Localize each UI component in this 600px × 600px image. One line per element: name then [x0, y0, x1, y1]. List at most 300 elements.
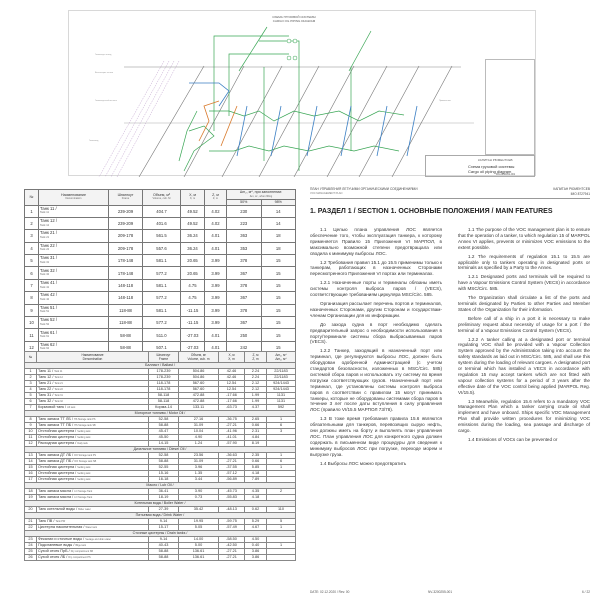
cell-dm: 6: [267, 459, 296, 465]
cell-volume: 27.16: [179, 417, 219, 423]
cell-z: 4.01: [205, 341, 227, 353]
cell-volume: 5.05: [179, 525, 219, 531]
cell-volume: 577.2: [143, 317, 181, 329]
cell-no: 8: [25, 417, 37, 423]
cell-z: 0.62: [245, 507, 267, 513]
cell-volume: 511.0: [143, 329, 181, 341]
cell-x: -36.75: [219, 417, 245, 423]
cell-x: 20.65: [181, 255, 205, 267]
col-frame: Шпангоут Frame: [149, 352, 179, 363]
cell-name: Танк 32 / Tank 32: [39, 267, 109, 279]
cell-z: 2.12: [245, 387, 267, 393]
cell-x: -27.03: [181, 341, 205, 353]
cell-name: Кормовой танк / Aft tank: [37, 405, 149, 411]
cell-volume: 567.60: [179, 381, 219, 387]
cell-frame: 148-118: [109, 292, 143, 304]
russian-column: [310, 227, 442, 470]
title-block-name-ru: Схема грузовой системы: [468, 164, 515, 169]
paragraph: Before call of a ship in a port it is necessary to make preliminary request about necessity of usage for a port / the terminal of a Vapour Emissions Control System (VECS).: [458, 315, 590, 333]
cell-no: 7: [25, 405, 37, 411]
table-row: [25, 255, 296, 267]
cell-frame: 209-178: [109, 230, 143, 242]
cell-no: 6: [25, 267, 39, 279]
cell-name: Фекалии и сточные воды / Sewage and drain water: [37, 537, 149, 543]
cell-x: 42.46: [219, 369, 245, 375]
cell-no: 5: [25, 393, 37, 399]
page-header-subtitle: VOC MANAGEMENT PLAN: [310, 191, 343, 195]
cell-no: 4: [25, 242, 39, 254]
cell-name: Танк 21 / Tank 21: [37, 381, 149, 387]
cell-volume: 5.00: [179, 543, 219, 549]
cell-no: 6: [25, 399, 37, 405]
cell-name: Танк 41 / Tank 41: [39, 279, 109, 291]
table-row: [25, 279, 296, 291]
cell-x: -41.01: [219, 435, 245, 441]
piping-diagram-drawing: [69, 11, 537, 177]
cell-volume: 136.61: [179, 555, 219, 561]
cell-z: 4.18: [245, 495, 267, 501]
cell-50: 250: [227, 329, 262, 341]
cell-volume: 31.09: [179, 459, 219, 465]
footer-date: DATE: 02.12.2020 / Rev. 00: [310, 590, 350, 594]
cell-name: Танк 31 / Tank 31: [37, 393, 149, 399]
col-volume: Объем, м³ Volume, cub. M: [143, 190, 181, 206]
cell-dm: 22/1183: [267, 369, 296, 375]
cell-x: -41.96: [219, 429, 245, 435]
cell-name: Танк запаса ТТ ЛБ / HS Storage tank PS: [37, 417, 149, 423]
cell-no: 4: [25, 387, 37, 393]
cell-x: -45.73: [219, 489, 245, 495]
cell-name: Танк ПВ / Tank PW: [37, 519, 149, 525]
cell-dm: [267, 555, 296, 561]
table-row: [25, 453, 296, 459]
paragraph: 1.1 The purpose of the VOC management plan is to ensure that the operation of a tanker, to which regulation 15 of MARPOL Annex VI applies, prevents or minimizes VOC emissions to the extent possible.: [458, 227, 590, 250]
cell-frame: 209-178: [109, 242, 143, 254]
cell-no: 2: [25, 217, 39, 229]
cell-50: 242: [227, 341, 262, 353]
table-row: [25, 489, 296, 495]
cell-no: 1: [25, 369, 37, 375]
table-row: [25, 435, 296, 441]
page-header-title: ПЛАН УПРАВЛЕНИЯ ЛЕТУЧИМИ ОРГАНИЧЕСКИМИ СОЕДИНЕНИЯМИ: [310, 187, 418, 191]
cell-name: Расходная цистерна / Daily tank: [37, 441, 149, 447]
english-column: [458, 227, 590, 446]
cell-no: 16: [25, 471, 37, 477]
cargo-tank-table: [24, 189, 296, 354]
svg-text:Газоотвод: Газоотвод: [89, 140, 99, 142]
table-row: [25, 471, 296, 477]
cell-98: 14: [261, 217, 296, 229]
cell-volume: 10.04: [179, 429, 219, 435]
cell-z: 4.01: [205, 242, 227, 254]
cell-frame: 16-18: [149, 477, 179, 483]
cell-50: 378: [227, 304, 262, 316]
cell-frame: 27-39: [149, 507, 179, 513]
cell-no: 12: [25, 441, 37, 447]
cell-no: 15: [25, 465, 37, 471]
group-label: Дизельное топливо / Diesel Oil /: [25, 447, 296, 453]
table-row: [25, 230, 296, 242]
cell-z: 2.24: [245, 375, 267, 381]
col-98: 98%: [261, 200, 296, 206]
cargo-piping-diagram: [68, 10, 536, 176]
cell-z: 2.12: [245, 381, 267, 387]
cell-volume: 401.6: [143, 217, 181, 229]
cell-98: 15: [261, 341, 296, 353]
cell-no: 23: [25, 537, 37, 543]
cell-x: 49.52: [181, 205, 205, 217]
cell-name: Отстойная цистерна / Settling tank: [37, 435, 149, 441]
cell-volume: 504.86: [179, 375, 219, 381]
svg-text:Газовыпуск отвод: Газовыпуск отвод: [95, 54, 112, 56]
cell-frame: 178-239: [149, 369, 179, 375]
cell-frame: 118-178: [149, 381, 179, 387]
cell-x: -17.66: [219, 399, 245, 405]
footer-page-number: 6 / 22: [582, 590, 590, 594]
ship-tank-table: [24, 351, 296, 561]
cell-dm: 1131: [267, 399, 296, 405]
table-row: [25, 507, 296, 513]
table-row: [25, 267, 296, 279]
cell-dm: 2: [267, 489, 296, 495]
cell-frame: 178-148: [109, 267, 143, 279]
paragraph: 1.2 The requirements of regulation 15.1 to 15.5 are applicable only to tankers operating in designated ports or terminals as specified by a Party to the Annex.: [458, 253, 590, 271]
title-block-name-en: Cargo oil piping diagram: [468, 168, 512, 174]
cell-x: 12.54: [219, 381, 245, 387]
diagram-title-ru: СХЕМА ГРУЗОВОЙ СИСТЕМЫ: [272, 15, 316, 19]
cell-no: 12: [25, 341, 39, 353]
cell-frame: 36-41: [149, 489, 179, 495]
cell-frame: 15-17: [149, 525, 179, 531]
section-title: 1. РАЗДЕЛ 1 / SECTION 1. ОСНОВНЫЕ ПОЛОЖЕНИЯ / MAIN FEATURES: [310, 208, 553, 215]
table-row: [25, 537, 296, 543]
table-row: [25, 329, 296, 341]
cell-no: 21: [25, 519, 37, 525]
cell-z: 2.31: [245, 429, 267, 435]
cell-98: 15: [261, 279, 296, 291]
imo-number: IMO 8727941: [570, 191, 590, 196]
col-dm: Δm₂, м⁴ Δm₂, м⁴: [267, 352, 296, 363]
cell-no: 25: [25, 549, 37, 555]
cell-x: 42.46: [219, 375, 245, 381]
table-row: [25, 543, 296, 549]
cell-dm: 592: [267, 405, 296, 411]
table-row: [25, 292, 296, 304]
cell-no: 8: [25, 292, 39, 304]
col-no: №: [25, 190, 39, 206]
svg-text:Примечания:: Примечания:: [439, 100, 452, 102]
cell-volume: 577.2: [143, 292, 181, 304]
col-volume: Объем, м³ Volume, cub. m: [179, 352, 219, 363]
cell-name: Танк 51 / Tank 51: [39, 304, 109, 316]
cell-frame: 239-209: [109, 205, 143, 217]
paragraph: 1.1 Целью плана управления ЛОС является обеспечение того, чтобы эксплуатация танкера, к которому применяется Правило 15 Приложения VI МАРПОЛ, в максимально возможной степени предотвращала или сводила к минимуму выбросы ЛОС.: [310, 227, 442, 256]
svg-text:Газовыпускной вентиль: Газовыпускной вентиль: [95, 100, 117, 102]
cell-no: 11: [25, 329, 39, 341]
cell-50: 378: [227, 255, 262, 267]
cell-frame: 58-88: [149, 459, 179, 465]
cell-dm: 1: [267, 417, 296, 423]
paragraph: 1.3 Meanwhile, regulation 15.6 refers to a mandatory VOC Management Plan which a tanker carrying crude oil shall implement and have onboard. Ships specific VOC Management Plan shall provide written procedures for minimizing VOC emissions during the loading, sea passage and discharge of cargo.: [458, 398, 590, 434]
cell-98: 15: [261, 292, 296, 304]
cell-x: -27.21: [219, 549, 245, 555]
cell-name: Танк 11 / Tank 11: [37, 369, 149, 375]
cell-frame: 52-58: [149, 417, 179, 423]
cell-no: 24: [25, 543, 37, 549]
page-header-right: [553, 187, 590, 196]
cell-50: 367: [227, 317, 262, 329]
paragraph: 1.2 Требования правил 15.1 до 15.5 применимы только к танкерам, работающих в назначенных Сторонами пересмотренного Приложения VI портах или терминалах.: [310, 259, 442, 277]
cell-x: 4.75: [181, 279, 205, 291]
diagram-title-en: CARGO OIL PIPING DIAGRAM: [272, 19, 316, 23]
cell-x: -56.89: [219, 477, 245, 483]
cell-name: Подсланевые воды / Bilge tank: [37, 543, 149, 549]
cell-x: -58.50: [219, 537, 245, 543]
cell-z: 4.02: [205, 217, 227, 229]
cell-x: -36.63: [219, 453, 245, 459]
cell-dm: 924/1443: [267, 381, 296, 387]
cell-frame: Корма-14: [149, 405, 179, 411]
table-row: [25, 217, 296, 229]
group-label: Питьевая вода / Drink Water /: [25, 513, 296, 519]
cell-name: Отстойная цистерна / Settling tank: [37, 471, 149, 477]
cell-frame: 52-58: [149, 453, 179, 459]
cell-no: 3: [25, 230, 39, 242]
table-row: [25, 459, 296, 465]
cell-volume: 3.44: [179, 477, 219, 483]
cell-x: 36.24: [181, 242, 205, 254]
cell-dm: 5: [267, 519, 296, 525]
cell-dm: 1: [267, 453, 296, 459]
cell-98: 15: [261, 329, 296, 341]
col-name: Наименование Denomination: [39, 190, 109, 206]
cell-z: 5.85: [245, 465, 267, 471]
cell-z: 4.01: [205, 230, 227, 242]
cell-z: 4.18: [245, 471, 267, 477]
col-z: Z, м Z, m: [245, 352, 267, 363]
cell-frame: 15-16: [149, 471, 179, 477]
cell-x: -17.66: [219, 393, 245, 399]
voc-plan-page: [305, 187, 595, 599]
cell-x: -57.49: [219, 525, 245, 531]
paragraph: 1.4 Выбросы ЛОС можно предотвратить: [320, 460, 407, 466]
cell-no: 9: [25, 304, 39, 316]
cell-name: Танк 22 / Tank 22: [39, 242, 109, 254]
cell-50: 223: [227, 217, 262, 229]
cell-name: Танк запаса ДТ ЛБ / DO Storage tank PS: [37, 453, 149, 459]
cell-z: 4.02: [205, 205, 227, 217]
title-block-project: КАПИТАН РЮМЕНТСЕВ: [478, 158, 513, 162]
cell-name: Танк 42 / Tank 42: [39, 292, 109, 304]
cell-no: 17: [25, 477, 37, 483]
cell-volume: 0.73: [179, 495, 219, 501]
cell-z: 4.50: [245, 537, 267, 543]
cell-name: Сухой отсек ПрБ / Dry compartment SB: [37, 549, 149, 555]
cell-98: 14: [261, 205, 296, 217]
cell-volume: 133.11: [179, 405, 219, 411]
col-name: Наименование Denomination: [37, 352, 149, 363]
cell-z: 3.99: [205, 292, 227, 304]
cell-z: 4.01: [205, 329, 227, 341]
cell-volume: 19.95: [179, 519, 219, 525]
cell-frame: 58-118: [149, 399, 179, 405]
cell-volume: 577.2: [143, 267, 181, 279]
cell-x: -63.73: [219, 405, 245, 411]
table-row: [25, 423, 296, 429]
group-label: Масло / Lub Oil /: [25, 483, 296, 489]
cell-frame: 45-50: [149, 435, 179, 441]
cell-x: -11.15: [181, 317, 205, 329]
cell-z: 7.89: [245, 477, 267, 483]
cell-x: -42.50: [219, 543, 245, 549]
cell-name: Танк 12 / Tank 12: [37, 375, 149, 381]
group-label: Балласт / Ballast /: [25, 363, 296, 369]
cell-frame: 118-178: [149, 387, 179, 393]
col-z: Z, м Z, m: [205, 190, 227, 206]
cell-name: Танк 12 / Tank 12: [39, 217, 109, 229]
table-row: [25, 304, 296, 316]
cell-volume: 1.24: [179, 441, 219, 447]
cell-98: 18: [261, 230, 296, 242]
cell-x: -37.55: [219, 465, 245, 471]
cell-z: 1.99: [245, 399, 267, 405]
cell-dm: 924/1443: [267, 387, 296, 393]
cell-volume: 136.61: [179, 549, 219, 555]
cell-name: Танк запаса масла / LO Storage Tank: [37, 489, 149, 495]
table-row: [25, 417, 296, 423]
cell-z: 3.99: [205, 279, 227, 291]
cell-no: 11: [25, 435, 37, 441]
cell-volume: 31.09: [179, 423, 219, 429]
cell-x: -27.03: [181, 329, 205, 341]
cell-z: 3.99: [205, 255, 227, 267]
cell-volume: 3.96: [179, 465, 219, 471]
cell-frame: 58-88: [149, 423, 179, 429]
paragraph: 1.2.2 Танкер, заходящий в назначенный порт или терминал, где регулируются выбросы ЛОС, должен быть оборудован одобренной Администрацией (с учетом стандартов безопасности, изложенных в MSC/Circ. 585) системой сбора паров и использовать эту систему во время погрузки соответствующих грузов. Назначенный порт или терминал, где установлены системы контроля выброса паров в соответствии с правилом 15 могут принимать танкеры, которые не оборудованы системами сбора паров в течение 3 лет после даты вступления в силу управления ЛОС (правило VI/15.5 МАРПОЛ 73/78).: [310, 348, 442, 413]
cell-dm: 3: [267, 429, 296, 435]
cell-frame: 178-239: [149, 375, 179, 381]
cell-50: 367: [227, 267, 262, 279]
ship-name: КАПИТАН РЮМЕНТСЕВ: [553, 187, 590, 191]
paragraph: 1.2.1 Designated ports and terminals will be required to have a Vapour Emissions Control System (VECS) in accordance with MSC/Circ. 585.: [458, 274, 590, 292]
cell-volume: 557.6: [143, 242, 181, 254]
cell-frame: 58-118: [149, 393, 179, 399]
cell-name: Сухой отсек ЛБ / Dry compartment PS: [37, 555, 149, 561]
cell-frame: 9-14: [149, 519, 179, 525]
cell-frame: 239-209: [109, 217, 143, 229]
table-row: [25, 477, 296, 483]
cell-volume: 1.35: [179, 471, 219, 477]
cell-x: -57.12: [219, 471, 245, 477]
cell-name: Танк 31 / Tank 31: [39, 255, 109, 267]
cell-name: Танк 11 / Tank 11: [39, 205, 109, 217]
cell-volume: 567.60: [179, 387, 219, 393]
table-row: [25, 205, 296, 217]
cell-x: -55.83: [219, 495, 245, 501]
cell-no: 3: [25, 381, 37, 387]
cell-z: 8.19: [245, 441, 267, 447]
paragraph: 1.4 Emissions of VOCs can be prevented or: [468, 437, 558, 442]
cell-50: 367: [227, 292, 262, 304]
table-row: [25, 441, 296, 447]
cell-no: 18: [25, 489, 37, 495]
cell-no: 10: [25, 429, 37, 435]
cell-frame: 45-47: [149, 429, 179, 435]
title-block-code: RN-2950051-001: [496, 173, 516, 176]
cell-z: 4.84: [245, 435, 267, 441]
cell-z: 4.37: [245, 405, 267, 411]
svg-text:Вентиляция танков: Вентиляция танков: [95, 72, 113, 74]
col-x: X, м X, m: [181, 190, 205, 206]
cell-z: 3.86: [245, 549, 267, 555]
cell-name: Отстойная цистерна / Settling tank: [37, 465, 149, 471]
header-divider: [310, 198, 590, 199]
cell-x: -27.21: [219, 555, 245, 561]
cell-x: 12.54: [219, 387, 245, 393]
cell-no: 20: [25, 507, 37, 513]
group-label: Сточные цистерны / Drain tanks /: [25, 531, 296, 537]
cell-no: 2: [25, 375, 37, 381]
paragraph: До захода судна в порт необходимо сделать предварительный запрос о необходимости использования в порту/терминале системы сбора выбрасываемых паров (VECS).: [310, 321, 442, 345]
cell-z: 0.40: [245, 543, 267, 549]
cell-98: 15: [261, 304, 296, 316]
cell-no: 13: [25, 453, 37, 459]
cell-z: 0.66: [245, 423, 267, 429]
cell-z: 0.66: [245, 459, 267, 465]
cell-name: Танк 61 / Tank 61: [39, 329, 109, 341]
cell-frame: 148-118: [109, 279, 143, 291]
cell-name: Танк 32 / Tank 32: [37, 399, 149, 405]
cell-x: -48.13: [219, 507, 245, 513]
cell-frame: 18-19: [149, 495, 179, 501]
table-row: [25, 525, 296, 531]
cell-no: 5: [25, 255, 39, 267]
cell-no: 26: [25, 555, 37, 561]
cell-z: 4.35: [245, 489, 267, 495]
cell-name: Танк 52 / Tank 52: [39, 317, 109, 329]
cell-dm: 1: [267, 543, 296, 549]
cell-name: Танк запаса ТТ ПБ / HS Storage tank SB: [37, 423, 149, 429]
cell-frame: 178-148: [109, 255, 143, 267]
paragraph: Организация рассылает перечень портов и терминалов, назначенных Сторонами, другим Сторонам и государствам-членам Организации для их информации.: [310, 300, 442, 318]
cell-frame: 9-14: [149, 537, 179, 543]
cell-x: 49.52: [181, 217, 205, 229]
cell-volume: 507.1: [143, 341, 181, 353]
cell-name: Отстойная цистерна / Settling tank: [37, 477, 149, 483]
cell-name: Танк 22 / Tank 22: [37, 387, 149, 393]
cell-z: 2.24: [245, 369, 267, 375]
cell-98: 15: [261, 255, 296, 267]
paragraph: 1.2.2 A tanker calling at a designated port or terminal regulating VOC shall be provided with a Vapour Collection System approved by the Administration taking into account the safety standards as laid out in MSC/Circ. 585, and shall use this system during the loading of relevant cargoes. A designated port or terminal which has installed a VECS in accordance with regulation 15 may accept tankers which are not fitted with vapour collection systems for a period of 3 years after the effective date of the VOC control being applied (MARPOL Reg. VI/15.5).: [458, 336, 590, 395]
paragraph: 1.2.1 Назначенные порты и терминалы обязаны иметь системы контроля выброса паров / (VECS), соответствующие требованиям циркуляра MSC/Circ. 585.: [310, 280, 442, 298]
cell-volume: 581.1: [143, 304, 181, 316]
cell-no: 22: [25, 525, 37, 531]
cell-name: Цистерна накопительная / Water tank: [37, 525, 149, 531]
cell-name: Танк 21 / Tank 21: [39, 230, 109, 242]
cell-volume: 581.1: [143, 255, 181, 267]
col-frame: Шпангоут Frame: [109, 190, 143, 206]
cell-name: Танк запаса масла / LO Storage Tank: [37, 495, 149, 501]
cell-frame: 58-88: [149, 549, 179, 555]
cell-no: 1: [25, 205, 39, 217]
footer-doc-number: NV-3200255-001: [428, 590, 453, 594]
cell-x: -57.90: [219, 441, 245, 447]
cell-z: 5.29: [245, 519, 267, 525]
cell-volume: 561.5: [143, 230, 181, 242]
cell-volume: 581.1: [143, 279, 181, 291]
cell-98: 18: [261, 242, 296, 254]
cell-frame: 58-88: [149, 555, 179, 561]
